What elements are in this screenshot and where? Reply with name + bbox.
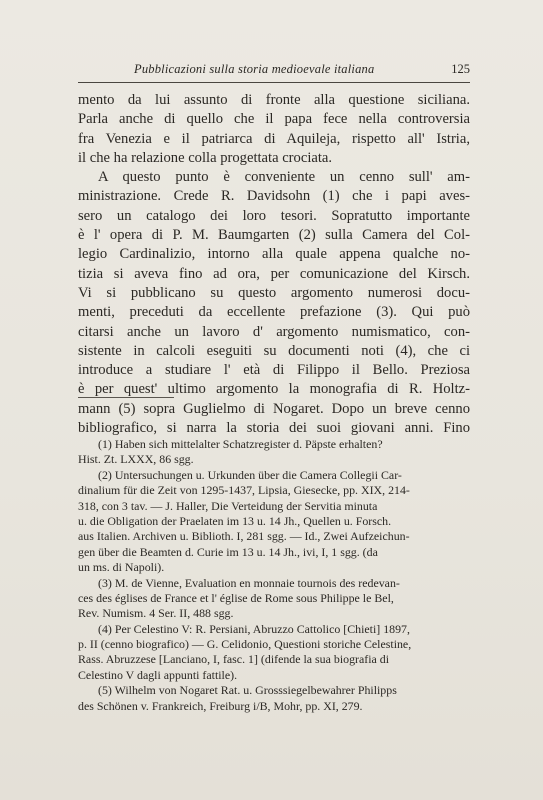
footnote-line: Rass. Abruzzese [Lanciano, I, fasc. 1] (difende la sua biografia di — [78, 652, 390, 667]
body-line: bibliografico, si narra la storia dei suoi giovani anni. Fino — [78, 420, 470, 437]
footnote-line: aus Italien. Archiven u. Biblioth. I, 281 sgg. — Id., Zwei Aufzeichun- — [78, 529, 410, 544]
body-line: è per quest' ultimo argomento la monografia di R. Holtz- — [78, 381, 470, 398]
body-line: tizia si aveva fino ad ora, per comunicazione del Kirsch. — [78, 265, 470, 282]
footnote-1 — [78, 437, 470, 468]
footnote-3 — [78, 576, 470, 622]
page-header — [78, 62, 470, 82]
footnote-line: (1) Haben sich mittelalter Schatzregister d. Päpste erhalten? — [98, 437, 383, 451]
footnote-line: un ms. di Napoli). — [78, 560, 165, 575]
footnote-line: ces des églises de France et l' église de Rome sous Philippe le Bel, — [78, 590, 394, 605]
body-line: è l' opera di P. M. Baumgarten (2) sulla Camera del Col- — [78, 227, 470, 244]
body-line: sistente in calcoli eseguiti su documenti noti (4), che ci — [78, 342, 470, 359]
page-number: 125 — [451, 62, 470, 76]
body-line: fra Venezia e il patriarca di Aquileja, rispetto all' Istria, — [78, 130, 470, 147]
footnote-2 — [78, 468, 470, 576]
body-line: mento da lui assunto di fronte alla questione siciliana. — [78, 92, 470, 108]
footnote-line: (4) Per Celestino V: R. Persiani, Abruzzo Cattolico [Chieti] 1897, — [98, 621, 410, 636]
footnote-line: u. die Obligation der Praelaten im 13 u. 14 Jh., Quellen u. Forsch. — [78, 513, 392, 528]
body-line: A questo punto è conveniente un cenno sull' am- — [98, 169, 470, 186]
body-text — [78, 91, 470, 438]
footnote-line: 318, con 3 tav. — J. Haller, Die Verteidung der Servitia minuta — [78, 498, 378, 513]
body-line: il che ha relazione colla progettata crociata. — [78, 149, 333, 166]
footnote-line: (2) Untersuchungen u. Urkunden über die Camera Collegii Car- — [98, 467, 402, 482]
body-line: ministrazione. Crede R. Davidsohn (1) che i papi aves- — [78, 188, 470, 205]
body-line: Parla anche di quello che il papa fece nella controversia — [78, 111, 470, 128]
running-title: Pubblicazioni sulla storia medioevale italiana — [134, 62, 375, 76]
body-line: introduce a studiare l' età di Filippo il Bello. Preziosa — [78, 362, 470, 379]
footnote-5 — [78, 683, 470, 714]
footnote-line: p. II (cenno biografico) — G. Celidonio, Questioni storiche Celestine, — [78, 637, 412, 652]
body-line: mann (5) sopra Guglielmo di Nogaret. Dopo un breve cenno — [78, 400, 470, 417]
body-line: sero un catalogo dei loro tesori. Sopratutto importante — [78, 207, 470, 224]
footnote-line: gen über die Beamten d. Curie im 13 u. 14 Jh., ivi, I, 1 sgg. (da — [78, 544, 378, 559]
footnote-rule — [78, 397, 174, 398]
body-line: citarsi anche un lavoro d' argomento numismatico, con- — [78, 323, 470, 340]
body-line: menti, preceduti da eccellente prefazione (3). Qui può — [78, 304, 470, 321]
footnote-4 — [78, 622, 470, 684]
footnote-line: dinalium für die Zeit von 1295-1437, Lipsia, Giesecke, pp. XIX, 214- — [78, 483, 410, 498]
footnote-line: (5) Wilhelm von Nogaret Rat. u. Grosssiegelbewahrer Philipps — [98, 683, 397, 698]
footnote-line: Celestino V dagli appunti fattile). — [78, 667, 238, 682]
body-line: legio Cardinalizio, intorno alla quale appena qualche no- — [78, 246, 470, 263]
footnote-line: Hist. Zt. LXXX, 86 sgg. — [78, 452, 194, 467]
footnotes — [78, 437, 470, 714]
header-rule — [78, 82, 470, 83]
footnote-line: Rev. Numism. 4 Ser. II, 488 sgg. — [78, 606, 234, 621]
body-line: Vi si pubblicano su questo argomento numerosi docu- — [78, 284, 470, 301]
footnote-line: (3) M. de Vienne, Evaluation en monnaie tournois des redevan- — [98, 575, 400, 590]
footnote-line: des Schönen v. Frankreich, Freiburg i/B, Mohr, pp. XI, 279. — [78, 698, 363, 713]
